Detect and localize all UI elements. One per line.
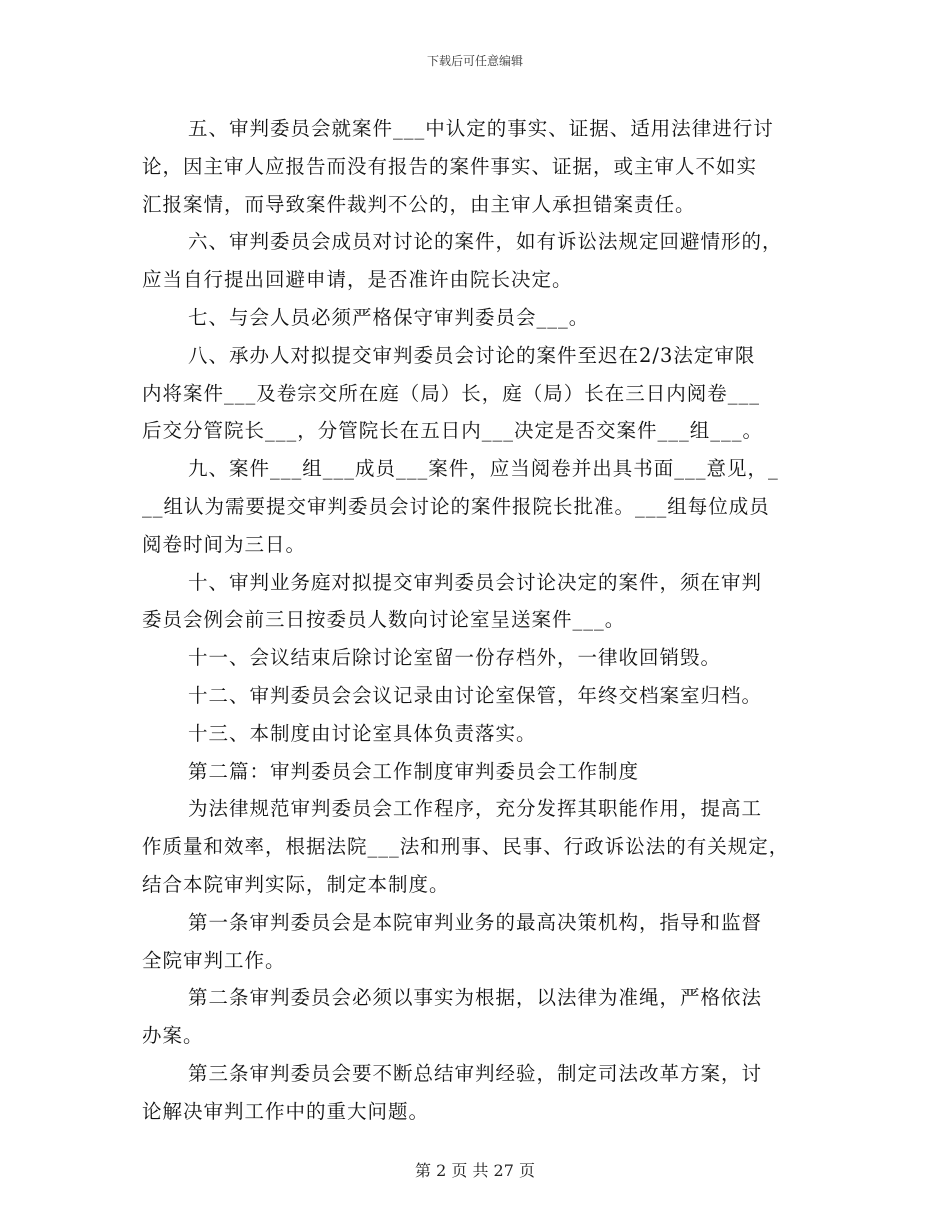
paragraph-line: __组认为需要提交审判委员会讨论的案件报院长批准。___组每位成员 [142,494,770,518]
paragraph-line: 十、审判业务庭对拟提交审判委员会讨论决定的案件，须在审判 [188,570,763,594]
paragraph-line: 六、审判委员会成员对讨论的案件，如有诉讼法规定回避情形的， [188,230,783,254]
paragraph-line: 内将案件___及卷宗交所在庭（局）长，庭（局）长在三日内阅卷___ [142,381,761,405]
paragraph-line: 办案。 [142,1024,204,1048]
paragraph-line: 作质量和效率，根据法院___法和刑事、民事、行政诉讼法的有关规定， [142,835,790,859]
section-heading: 第二篇：审判委员会工作制度审判委员会工作制度 [188,759,640,783]
paragraph-line: 结合本院审判实际，制定本制度。 [142,872,450,896]
paragraph-line: 第三条审判委员会要不断总结审判经验，制定司法改革方案，讨 [188,1061,763,1085]
paragraph-line: 七、与会人员必须严格保守审判委员会___。 [188,305,590,329]
paragraph-line: 阅卷时间为三日。 [142,532,307,556]
paragraph-line: 应当自行提出回避申请，是否准许由院长决定。 [142,268,573,292]
page-number: 第 2 页 共 27 页 [415,1161,535,1180]
paragraph-line: 第一条审判委员会是本院审判业务的最高决策机构，指导和监督 [188,910,763,934]
paragraph-line: 汇报案情，而导致案件裁判不公的，由主审人承担错案责任。 [142,192,696,216]
paragraph-line: 论，因主审人应报告而没有报告的案件事实、证据，或主审人不如实 [142,154,758,178]
paragraph-line: 五、审判委员会就案件___中认定的事实、证据、适用法律进行讨 [188,117,774,140]
paragraph-line: 八、承办人对拟提交审判委员会讨论的案件至迟在2/3法定审限 [188,343,756,367]
paragraph-line: 论解决审判工作中的重大问题。 [142,1099,430,1123]
page-header: 下载后可任意编辑 [426,54,523,68]
paragraph-line: 十三、本制度由讨论室具体负责落实。 [188,721,537,745]
paragraph-line: 十一、会议结束后除讨论室留一份存档外，一律收回销毁。 [188,646,722,670]
paragraph-line: 第二条审判委员会必须以事实为根据，以法律为准绳，严格依法 [188,986,763,1010]
document-body [142,110,822,1131]
paragraph-line: 为法律规范审判委员会工作程序，充分发挥其职能作用，提高工 [188,797,763,821]
paragraph-line: 委员会例会前三日按委员人数向讨论室呈送案件___。 [142,608,626,632]
paragraph-line: 十二、审判委员会会议记录由讨论室保管，年终交档案室归档。 [188,683,763,707]
paragraph-line: 后交分管院长___，分管院长在五日内___决定是否交案件___组___。 [142,419,764,443]
paragraph-line: 九、案件___组___成员___案件，应当阅卷并出具书面___意见，_ [188,457,779,481]
paragraph-line: 全院审判工作。 [142,948,286,972]
